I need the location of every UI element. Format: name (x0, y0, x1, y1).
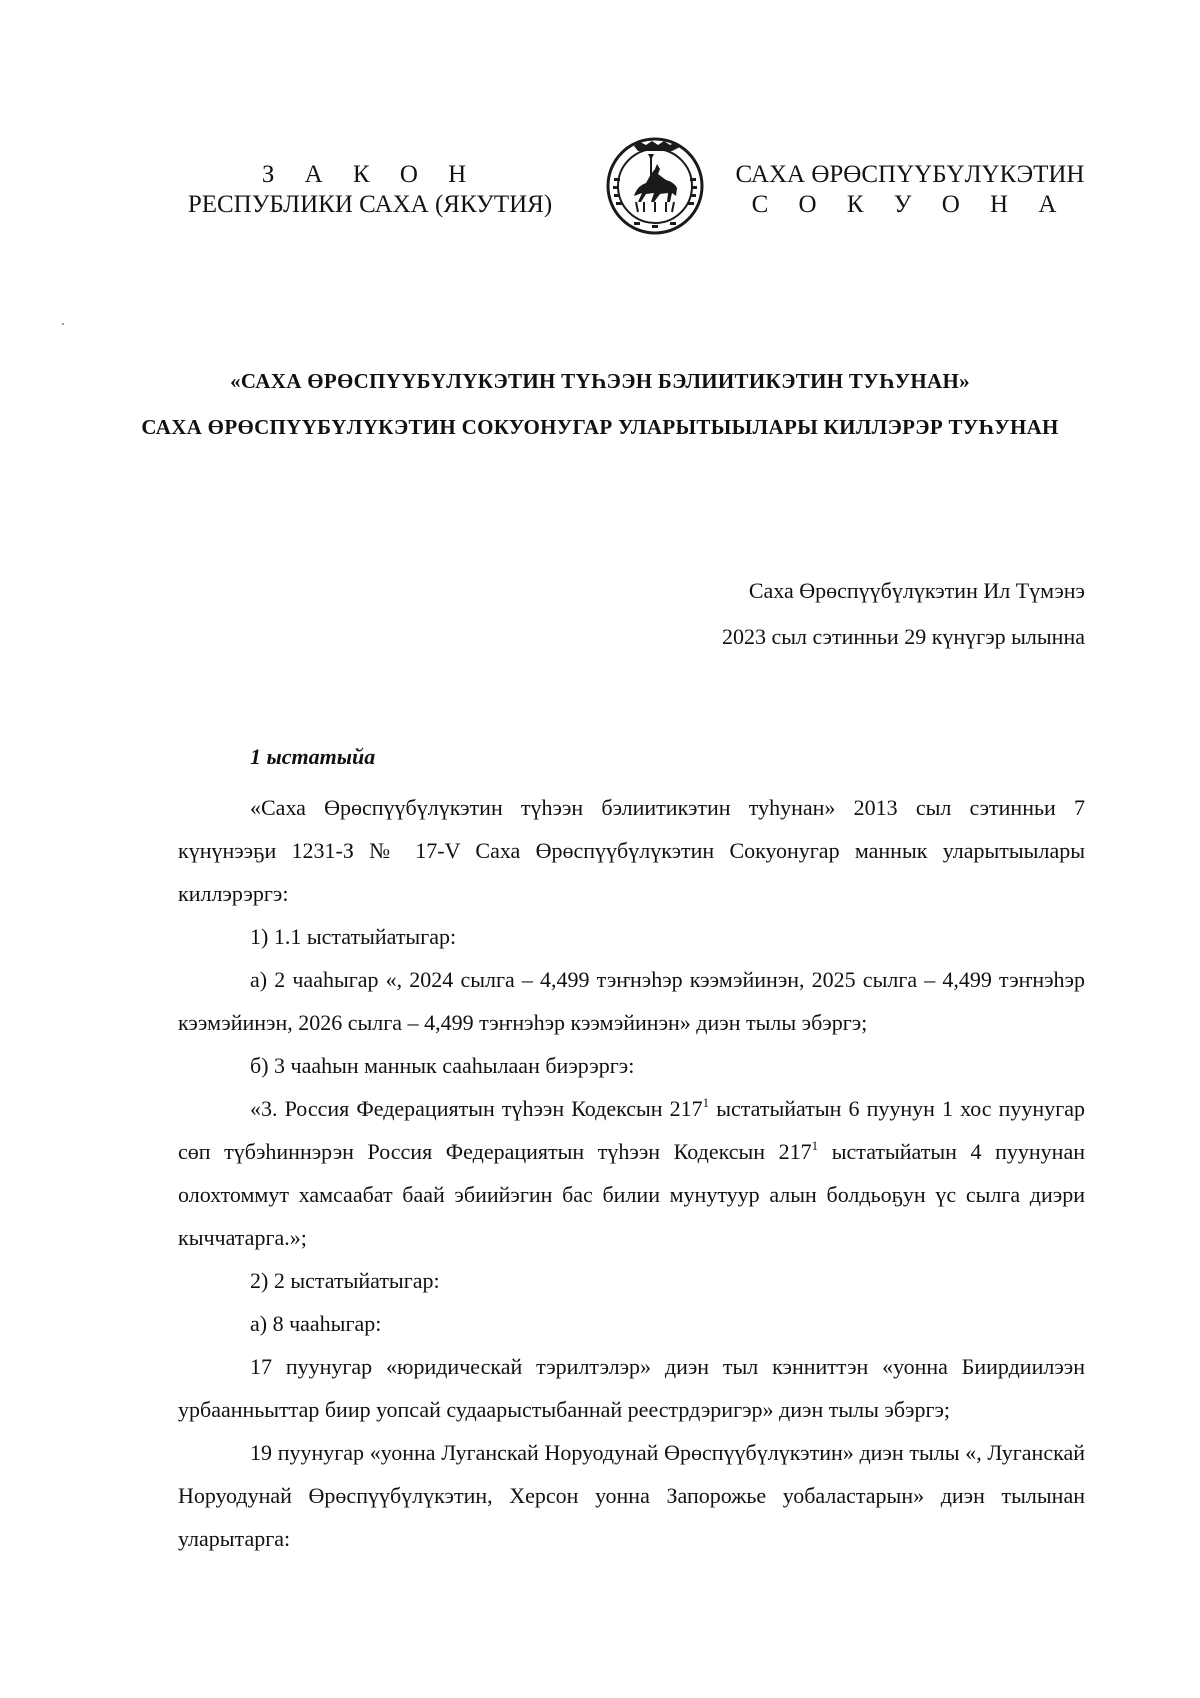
article-paragraph: 19 пуунугар «уонна Луганскай Норуодунай Өрөспүүбүлүкэтин» диэн тылы «, Луганскай Норуодунай Өрөспүүбүлүкэтин, Херсон уонна Запорожье уобаластарын» диэн тылынан уларытарга: (178, 1440, 1085, 1551)
header-right (710, 160, 1110, 220)
article-paragraph: 2) 2 ыстатыйатыгар: (250, 1268, 440, 1293)
scan-speck (62, 323, 64, 325)
adoption-date: 2023 сыл сэтинньи 29 күнүгэр ылынна (721, 624, 1085, 649)
article-paragraph (178, 1087, 1085, 1259)
article-paragraph: «Саха Өрөспүүбүлүкэтин түһээн бэлиитикэтин туһунан» 2013 сыл сэтинньи 7 күнүнээҕи 1231-З № 17-V Саха Өрөспүүбүлүкэтин Сокуонугар маннык уларытыылары киллэрэргэ: (178, 795, 1085, 906)
sakha-republic-emblem-icon (604, 136, 706, 236)
article-paragraph: а) 8 чааһыгар: (250, 1311, 382, 1336)
article-paragraph: 1) 1.1 ыстатыйатыгар: (250, 924, 457, 949)
law-word-russian: З А К О Н (261, 161, 479, 188)
paragraph-text: «3. Россия Федерациятын түһээн Кодексын 217 (250, 1096, 703, 1121)
law-title-line-1: «САХА ӨРӨСПҮҮБҮЛҮКЭТИН ТҮҺЭЭН БЭЛИИТИКЭТИН ТУҺУНАН» (230, 369, 970, 393)
article-paragraph: б) 3 чааһын маннык сааһылаан биэрэргэ: (250, 1053, 635, 1078)
paragraph-text: ыстатыйатын 4 пуунунан олохтоммут хамсаабат баай эбиийэгин бас билии мунутуур алын болдьоҕун үс сылга диэри кыччатарга.»; (178, 1139, 1085, 1250)
republic-name-russian: РЕСПУБЛИКИ САХА (ЯКУТИЯ) (187, 191, 553, 218)
republic-name-sakha: САХА ӨРӨСПҮҮБҮЛҮКЭТИН (735, 161, 1085, 188)
paragraph-text: ыстатыйатын 6 пуунун 1 хос пуунугар сөп түбэһиннэрэн Россия Федерациятын түһээн Кодексын 217 (178, 1096, 1085, 1164)
header-left (150, 160, 590, 220)
article-body (178, 786, 1085, 1560)
adopting-body: Саха Өрөспүүбүлүкэтин Ил Түмэнэ (748, 578, 1085, 603)
article-heading: 1 ыстатыйа (250, 744, 376, 769)
article-paragraph: а) 2 чааһыгар «, 2024 сылга – 4,499 тэҥнэһэр кээмэйинэн, 2025 сылга – 4,499 тэҥнэһэр кээмэйинэн, 2026 сылга – 4,499 тэҥнэһэр кээмэйинэн» диэн тылы эбэргэ; (178, 967, 1085, 1035)
superscript: 1 (702, 1095, 710, 1110)
superscript: 1 (811, 1138, 819, 1153)
article-paragraph: 17 пуунугар «юридическай тэрилтэлэр» диэн тыл кэнниттэн «уонна Биирдиилээн урбаанньыттар биир уопсай судаарыстыбаннай реестрдэригэр» диэн тылы эбэргэ; (178, 1354, 1085, 1422)
law-title-line-2: САХА ӨРӨСПҮҮБҮЛҮКЭТИН СОКУОНУГАР УЛАРЫТЫЫЛАРЫ КИЛЛЭРЭР ТУҺУНАН (141, 415, 1059, 439)
law-word-sakha: С О К У О Н А (751, 191, 1069, 218)
